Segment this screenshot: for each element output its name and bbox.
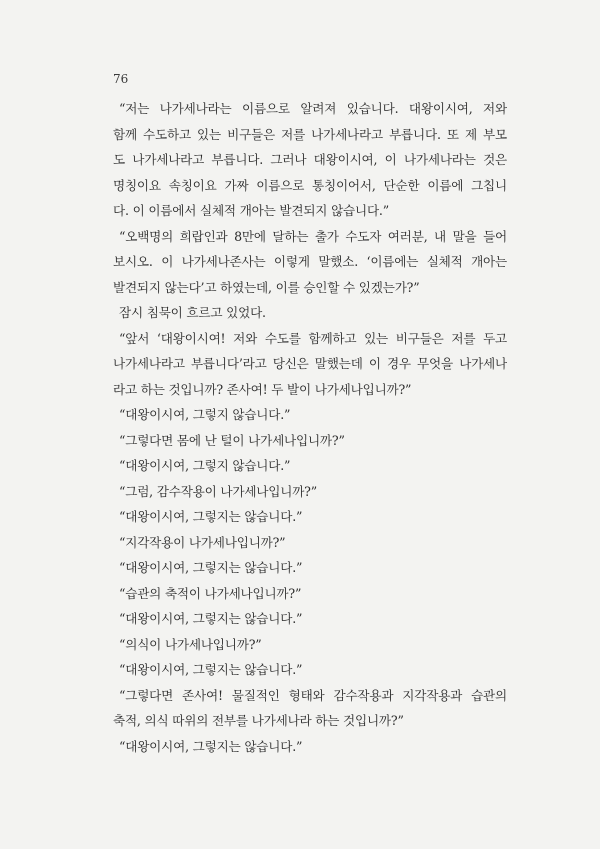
text-line: 명칭이요 속칭이요 가짜 이름으로 통칭이어서, 단순한 이름에 그칩니 [113, 177, 507, 193]
text-line: “대왕이시여, 그렇지 않습니다.” [119, 458, 291, 473]
text-line: “저는 나가세나라는 이름으로 알려져 있습니다. 대왕이시여, 저와 [119, 101, 507, 116]
text-line: “의식이 나가세나입니까?” [119, 636, 262, 652]
text-line: “지각작용이 나가세나입니까?” [119, 534, 286, 550]
text-line: “앞서 ‘대왕이시여! 저와 수도를 함께하고 있는 비구들은 저를 두고 [119, 330, 507, 346]
text-line: “대왕이시여, 그렇지는 않습니다.” [119, 738, 303, 754]
text-line: 발견되지 않는다’고 하였는데, 이를 승인할 수 있겠는가?” [113, 279, 420, 295]
text-line: 보시오. 이 나가세나존사는 이렇게 말했소. ‘이름에는 실체적 개아는 [113, 254, 507, 269]
text-line: 라고 하는 것입니까? 존사여! 두 발이 나가세나입니까?” [113, 381, 412, 397]
text-line: 다. 이 이름에서 실체적 개아는 발견되지 않습니다.” [113, 203, 389, 218]
body-text [113, 96, 507, 759]
text-line: 나가세나라고 부릅니다’라고 당신은 말했는데 이 경우 무엇을 나가세나 [113, 356, 507, 371]
text-line: 도 나가세나라고 부릅니다. 그러나 대왕이시여, 이 나가세나라는 것은 [113, 152, 507, 167]
text-line: “대왕이시여, 그렇지는 않습니다.” [119, 611, 303, 626]
text-line: “대왕이시여, 그렇지 않습니다.” [119, 407, 291, 422]
text-line: 축적, 의식 따위의 전부를 나가세나라 하는 것입니까?” [113, 713, 404, 728]
text-line: “그렇다면 몸에 난 털이 나가세나입니까?” [119, 432, 345, 448]
text-line: “그럼, 감수작용이 나가세나입니까?” [119, 483, 317, 499]
text-line: “대왕이시여, 그렇지는 않습니다.” [119, 662, 303, 677]
text-line: 잠시 침묵이 흐르고 있었다. [119, 305, 266, 320]
text-line: 함께 수도하고 있는 비구들은 저를 나가세나라고 부릅니다. 또 제 부모 [113, 126, 507, 142]
text-line: “습관의 축적이 나가세나입니까?” [119, 585, 302, 601]
text-line: “대왕이시여, 그렇지는 않습니다.” [119, 560, 303, 575]
page-number: 76 [113, 72, 129, 86]
text-line: “대왕이시여, 그렇지는 않습니다.” [119, 509, 303, 524]
text-line: “오백명의 희랍인과 8만에 달하는 출가 수도자 여러분, 내 말을 들어 [119, 228, 507, 244]
text-line: “그렇다면 존사여! 물질적인 형태와 감수작용과 지각작용과 습관의 [119, 687, 507, 703]
